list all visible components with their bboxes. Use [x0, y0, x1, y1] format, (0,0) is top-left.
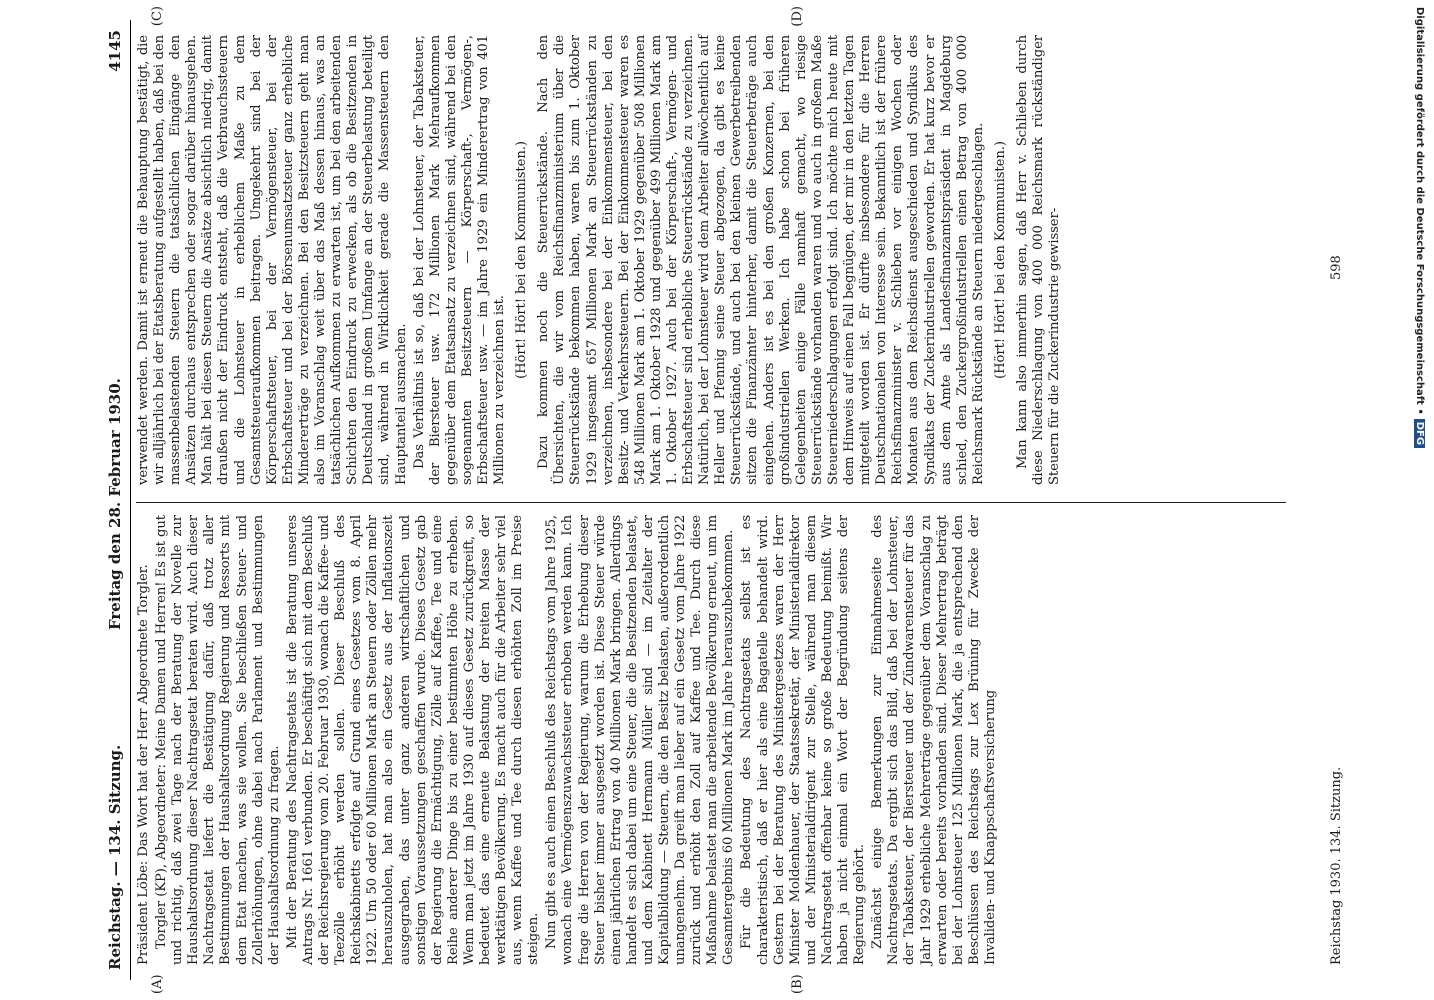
paragraph: verwendet werden. Damit ist erneut die Behauptung bestätigt, die wir alljährlich bei der Etatsberatung aufgestellt haben, daß bei den massenbelastenden Steuern die tatsächlichen Eingänge den Ansätzen durchaus entsprechen oder sogar darüber hinausgehen. Man hält bei diesen Steuern die Ansätze absichtlich niedrig, damit draußen nicht der Eindruck entsteht, daß die Verbrauchssteuern und die Lohnsteuer in erheblichem Maße zu dem Gesamtsteueraufkommen beitragen. Umgekehrt sind bei der Körperschaftsteuer, bei der Vermögensteuer, bei der Erbschaftsteuer und bei der Börsenumsatzsteuer ganz erhebliche Mindererträge zu verzeichnen. Bei den Besitzsteuern geht man also im Voranschlag weit über das Maß dessen hinaus, was an tatsächlichen Aufkommen zu erwarten ist, um bei den arbeitenden Schichten den Eindruck zu erwecken, als ob die Besitzenden in Deutschland in großem Umfange an der Steuerbelastung beteiligt sind, während in Wirklichkeit gerade die Massensteuern den Hauptanteil ausmachen. [136, 35, 409, 485]
paragraph: Torgler (KP), Abgeordneter: Meine Damen und Herren! Es ist gut und richtig, daß zwei Tage nach der Beratung der Novelle zur Haushaltsordnung dieser Nachtragsetat beraten wird. Auch dieser Nachtragsetat liefert die Bestätigung dafür, daß trotz aller Bestimmungen der Haushaltsordnung Regierung und Ressorts mit dem Etat machen, was sie wollen. Sie beschließen Steuer- und Zollerhöhungen, ohne dabei nach Parlament und Bestimmungen der Haushaltsordnung zu fragen. [154, 515, 282, 965]
paragraph: Man kann also immerhin sagen, daß Herr v. Schlieben durch diese Niederschlagung von 400 000 Reichsmark rückständiger Steuern für die Zuckerindustrie gewisser- [1014, 35, 1063, 485]
header-rule [130, 20, 131, 980]
interjection: (Hört! Hört! bei den Kommunisten.) [514, 141, 530, 379]
paragraph: Mit der Beratung des Nachtragsetats ist die Beratung unseres Antrags Nr. 1661 verbunden. Er beschäftigt sich mit dem Beschluß der Reichsregierung vom 20. Februar 1930, wonach die Kaffee- und Teezölle erhöht werden sollen. Dieser Beschluß des Reichskabinetts erfolgte auf Grund eines Gesetzes vom 8. April 1922. Um 50 oder 60 Millionen Mark an Steuern oder Zöllen mehr herauszuholen, hat man also ein Gesetz aus der Inflationszeit ausgegraben, das unter ganz anderen wirtschaftlichen und sonstigen Voraussetzungen geschaffen wurde. Dieses Gesetz gab der Regierung die Ermächtigung, Zölle auf Kaffee, Tee und eine Reihe anderer Dinge bis zu einer bestimmten Höhe zu erheben. Wenn man jetzt im Jahre 1930 auf dieses Gesetz zurückgreift, so bedeutet das eine erneute Belastung der breiten Masse der werktätigen Bevölkerung. Es macht auch für die Arbeiter sehr viel aus, wenn Kaffee und Tee durch diesen erhöhten Zoll im Preise steigen. [284, 515, 542, 965]
footer-text: Reichstag 1930. 134. Sitzung. [1329, 766, 1344, 965]
margin-mark-c: (C) [150, 6, 165, 27]
digitization-sidebar [1414, 7, 1428, 1000]
paragraph: Präsident Löbe: Das Wort hat der Herr Abgeordnete Torgler. [136, 564, 151, 965]
margin-mark-b: (B) [790, 974, 805, 994]
dfg-logo: DFG [1414, 419, 1425, 448]
document-page [90, 0, 1350, 1000]
margin-mark-d: (D) [790, 6, 805, 27]
column-divider [136, 502, 1286, 503]
paragraph: Zunächst einige Bemerkungen zur Einnahmeseite des Nachtragsetats. Da ergibt sich das Bild, daß bei der Lohnsteuer, der Tabaksteuer, der Biersteuer und der Zündwarensteuer für das Jahr 1929 erhebliche Mehrerträge gegenüber dem Voranschlag zu erwarten oder bereits vorhanden sind. Dieser Mehrertrag beträgt bei der Lohnsteuer 125 Millionen Mark, die ja entsprechend den Beschlüssen des Reichstags zur Lex Brüning für Zwecke der Invaliden- und Knappschaftsversicherung [870, 515, 998, 965]
paragraph: Nun gibt es auch einen Beschluß des Reichstags vom Jahre 1925, wonach eine Vermögenszuwachssteuer erhoben werden kann. Ich frage die Herren von der Regierung, warum die Erhebung dieser Steuer bisher immer ausgesetzt worden ist. Diese Steuer würde einen jährlichen Ertrag von 40 Millionen Mark bringen. Allerdings handelt es sich dabei um eine Steuer, die die Besitzenden belastet, und dem Kabinett Hermann Müller sind — im Zeitalter der Kapitalbildung — Steuern, die den Besitz belasten, außerordentlich unangenehm. Da greift man lieber auf ein Gesetz vom Jahre 1922 zurück und erhöht den Zoll auf Kaffee und Tee. Durch diese Maßnahme belastet man die arbeitende Bevölkerung erneut, um im Gesamtergebnis 60 Millionen Mark im Jahre herauszubekommen. [544, 515, 737, 965]
paragraph: Das Verhältnis ist so, daß bei der Lohnsteuer, der Tabaksteuer, der Biersteuer usw. 172 Millionen Mark Mehraufkommen gegenüber dem Etatsansatz zu verzeichnen sind, während bei den sogenannten Besitzsteuern — Körperschaft-, Vermögen-, Erbschaftsteuer usw. — im Jahre 1929 ein Minderertrag von 401 Millionen zu verzeichnen ist. [411, 35, 508, 485]
paragraph: Dazu kommen noch die Steuerrückstände. Nach den Übersichten, die wir vom Reichsfinanzministerium über die Steuerrückstände bekommen haben, waren bis zum 1. Oktober 1929 insgesamt 657 Millionen Mark an Steuerrückständen zu verzeichnen, insbesondere bei der Einkommensteuer, bei den Besitz- und Verkehrssteuern. Bei der Einkommensteuer waren es 548 Millionen Mark am 1. Oktober 1929 gegenüber 508 Millionen Mark am 1. Oktober 1928 und gegenüber 499 Millionen Mark am 1. Oktober 1927. Auch bei der Körperschaft-, Vermögen- und Erbschaftsteuer sind erhebliche Steuerrückstände zu verzeichnen. Natürlich, bei der Lohnsteuer wird dem Arbeiter allwöchentlich auf Heller und Pfennig seine Steuer abgezogen, da gibt es keine Steuerrückstände, und auch bei den kleinen Gewerbetreibenden sitzen die Finanzämter hinterher, damit die Steuerbeträge auch eingehen. Anders ist es bei den großen Konzernen, bei den großindustriellen Werken. Ich habe schon bei früheren Gelegenheiten einige Fälle namhaft gemacht, wo riesige Steuerrückstände vorhanden waren und wo auch in großem Maße Steuerniederschlagungen erfolgt sind. Ich möchte mich heute mit dem Hinweis auf einen Fall begnügen, der mir in den letzten Tagen mitgeteilt worden ist. Er dürfte insbesondere für die Herren Deutschnationalen von Interesse sein. Bekanntlich ist der frühere Reichsfinanzminister v. Schlieben vor einigen Wochen oder Monaten aus dem Reichsdienst ausgeschieden und Syndikus des Syndikats der Zuckerindustriellen geworden. Er hat kurz bevor er aus dem Amte als Landesfinanzamtspräsident in Magdeburg schied, den Zuckergroßindustriellen einen Betrag von 400 000 Reichsmark Rückstände an Steuern niedergeschlagen. [536, 35, 986, 485]
interjection: (Hört! Hört! bei den Kommunisten.) [992, 141, 1008, 379]
margin-mark-a: (A) [150, 974, 165, 994]
page-number-bottom: 598 [1329, 255, 1344, 280]
header-date: Freitag den 28. Februar 1930. [106, 378, 124, 630]
page-header [102, 30, 130, 970]
digitization-text: Digitalisierung gefördert durch die Deutsche Forschungsgemeinschaft • [1414, 7, 1425, 415]
paragraph: Für die Bedeutung des Nachtragsetats selbst ist es charakteristisch, daß er hier als eine Bagatelle behandelt wird. Gestern bei der Beratung des Ministergesetzes waren der Herr Minister Moldenhauer, der Staatssekretär, der Ministerialdirektor und der Ministerialdirigent zur Stelle, während man diesem Nachtragsetat offenbar keine so große Bedeutung beimißt. Wir haben ja nicht einmal ein Wort der Begründung seitens der Regierung gehört. [739, 515, 868, 965]
column-right [136, 35, 1065, 485]
header-left: Reichstag. — 134. Sitzung. [106, 744, 124, 970]
page-number-top: 4145 [106, 30, 124, 72]
digitization-note [1411, 7, 1425, 987]
column-left [136, 515, 1001, 965]
